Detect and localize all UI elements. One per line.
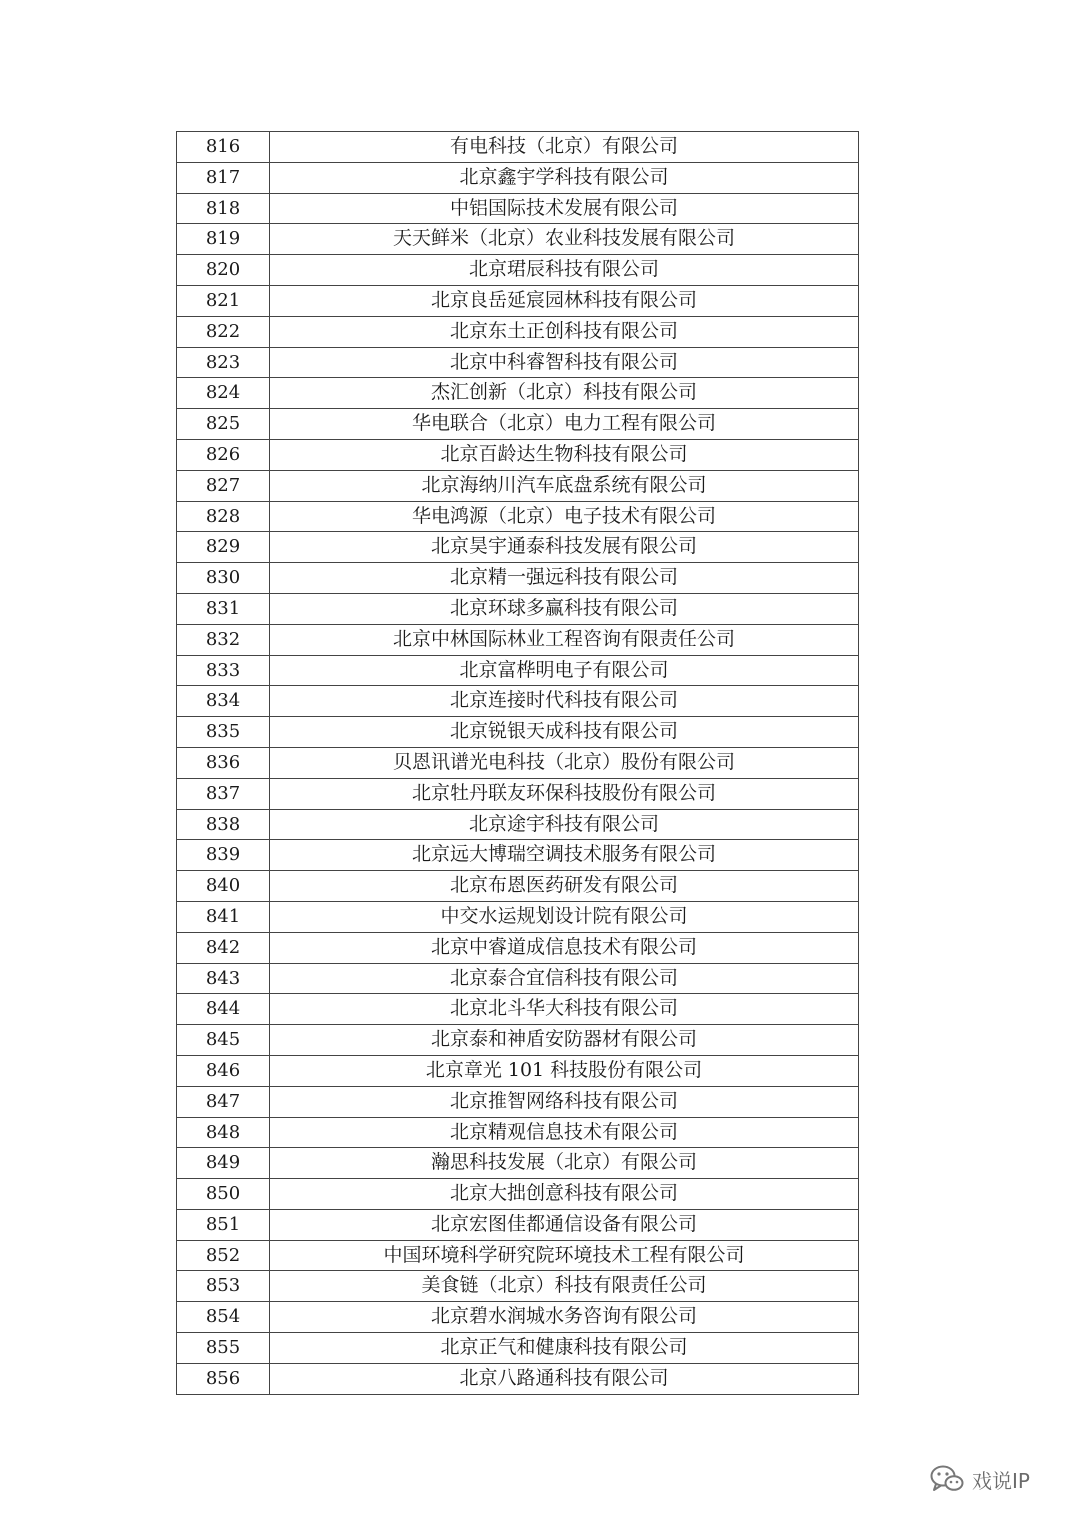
- company-name: 北京东土正创科技有限公司: [270, 316, 859, 347]
- company-name: 北京百龄达生物科技有限公司: [270, 439, 859, 470]
- company-list-body: [177, 132, 859, 1395]
- table-row: [177, 686, 859, 717]
- table-row: [177, 162, 859, 193]
- table-row: [177, 1055, 859, 1086]
- company-name: 北京泰合宜信科技有限公司: [270, 963, 859, 994]
- row-number: 826: [177, 439, 270, 470]
- company-name: 北京海纳川汽车底盘系统有限公司: [270, 470, 859, 501]
- company-name: 北京布恩医药研发有限公司: [270, 871, 859, 902]
- company-name: 北京远大博瑞空调技术服务有限公司: [270, 840, 859, 871]
- company-name: 北京推智网络科技有限公司: [270, 1086, 859, 1117]
- table-row: [177, 470, 859, 501]
- row-number: 829: [177, 532, 270, 563]
- table-row: [177, 132, 859, 163]
- company-name: 北京鑫宇学科技有限公司: [270, 162, 859, 193]
- table-row: [177, 347, 859, 378]
- table-row: [177, 224, 859, 255]
- company-name: 瀚思科技发展（北京）有限公司: [270, 1148, 859, 1179]
- company-name: 中国环境科学研究院环境技术工程有限公司: [270, 1240, 859, 1271]
- table-row: [177, 1240, 859, 1271]
- row-number: 841: [177, 901, 270, 932]
- row-number: 834: [177, 686, 270, 717]
- company-name: 北京泰和神盾安防器材有限公司: [270, 1025, 859, 1056]
- row-number: 848: [177, 1117, 270, 1148]
- company-name: 北京精一强远科技有限公司: [270, 563, 859, 594]
- company-name: 北京大拙创意科技有限公司: [270, 1179, 859, 1210]
- table-row: [177, 409, 859, 440]
- row-number: 827: [177, 470, 270, 501]
- company-name: 中交水运规划设计院有限公司: [270, 901, 859, 932]
- table-row: [177, 1025, 859, 1056]
- company-list-table: [176, 131, 859, 1395]
- row-number: 853: [177, 1271, 270, 1302]
- row-number: 839: [177, 840, 270, 871]
- company-name: 北京宏图佳都通信设备有限公司: [270, 1209, 859, 1240]
- table-row: [177, 439, 859, 470]
- table-row: [177, 1179, 859, 1210]
- row-number: 816: [177, 132, 270, 163]
- row-number: 821: [177, 285, 270, 316]
- row-number: 856: [177, 1363, 270, 1394]
- row-number: 823: [177, 347, 270, 378]
- row-number: 824: [177, 378, 270, 409]
- row-number: 836: [177, 747, 270, 778]
- row-number: 844: [177, 994, 270, 1025]
- company-name: 有电科技（北京）有限公司: [270, 132, 859, 163]
- table-row: [177, 1148, 859, 1179]
- row-number: 833: [177, 655, 270, 686]
- table-row: [177, 316, 859, 347]
- company-name: 北京中林国际林业工程咨询有限责任公司: [270, 624, 859, 655]
- table-row: [177, 1363, 859, 1394]
- table-row: [177, 655, 859, 686]
- wechat-icon: [930, 1465, 964, 1493]
- company-name: 北京富桦明电子有限公司: [270, 655, 859, 686]
- row-number: 851: [177, 1209, 270, 1240]
- company-name: 北京良岳延宸园林科技有限公司: [270, 285, 859, 316]
- table-row: [177, 1209, 859, 1240]
- company-name: 北京章光 101 科技股份有限公司: [270, 1055, 859, 1086]
- company-name: 华电鸿源（北京）电子技术有限公司: [270, 501, 859, 532]
- table-row: [177, 871, 859, 902]
- company-name: 北京中睿道成信息技术有限公司: [270, 932, 859, 963]
- company-name: 北京连接时代科技有限公司: [270, 686, 859, 717]
- company-name: 北京北斗华大科技有限公司: [270, 994, 859, 1025]
- row-number: 820: [177, 255, 270, 286]
- company-name: 北京途宇科技有限公司: [270, 809, 859, 840]
- row-number: 840: [177, 871, 270, 902]
- company-name: 北京八路通科技有限公司: [270, 1363, 859, 1394]
- row-number: 854: [177, 1302, 270, 1333]
- row-number: 817: [177, 162, 270, 193]
- table-row: [177, 1271, 859, 1302]
- row-number: 846: [177, 1055, 270, 1086]
- row-number: 819: [177, 224, 270, 255]
- row-number: 830: [177, 563, 270, 594]
- table-row: [177, 901, 859, 932]
- company-name: 北京中科睿智科技有限公司: [270, 347, 859, 378]
- row-number: 843: [177, 963, 270, 994]
- table-row: [177, 1117, 859, 1148]
- table-row: [177, 1302, 859, 1333]
- wechat-watermark: [930, 1461, 1030, 1497]
- company-name: 北京牡丹联友环保科技股份有限公司: [270, 778, 859, 809]
- table-row: [177, 501, 859, 532]
- row-number: 837: [177, 778, 270, 809]
- table-row: [177, 932, 859, 963]
- table-row: [177, 285, 859, 316]
- row-number: 831: [177, 593, 270, 624]
- table-row: [177, 624, 859, 655]
- row-number: 849: [177, 1148, 270, 1179]
- company-name: 北京正气和健康科技有限公司: [270, 1333, 859, 1364]
- table-row: [177, 778, 859, 809]
- table-row: [177, 840, 859, 871]
- company-name: 北京珺辰科技有限公司: [270, 255, 859, 286]
- company-name: 美食链（北京）科技有限责任公司: [270, 1271, 859, 1302]
- row-number: 825: [177, 409, 270, 440]
- row-number: 835: [177, 717, 270, 748]
- company-name: 杰汇创新（北京）科技有限公司: [270, 378, 859, 409]
- table-row: [177, 378, 859, 409]
- table-row: [177, 193, 859, 224]
- table-row: [177, 994, 859, 1025]
- row-number: 855: [177, 1333, 270, 1364]
- table-row: [177, 963, 859, 994]
- company-name: 华电联合（北京）电力工程有限公司: [270, 409, 859, 440]
- company-name: 北京锐银天成科技有限公司: [270, 717, 859, 748]
- row-number: 832: [177, 624, 270, 655]
- table-row: [177, 532, 859, 563]
- row-number: 822: [177, 316, 270, 347]
- company-name: 中铝国际技术发展有限公司: [270, 193, 859, 224]
- company-name: 贝恩讯谱光电科技（北京）股份有限公司: [270, 747, 859, 778]
- company-name: 北京环球多赢科技有限公司: [270, 593, 859, 624]
- row-number: 838: [177, 809, 270, 840]
- table-row: [177, 1086, 859, 1117]
- table-row: [177, 593, 859, 624]
- row-number: 850: [177, 1179, 270, 1210]
- table-row: [177, 1333, 859, 1364]
- company-name: 北京精观信息技术有限公司: [270, 1117, 859, 1148]
- table-row: [177, 747, 859, 778]
- row-number: 845: [177, 1025, 270, 1056]
- company-name: 北京昊宇通泰科技发展有限公司: [270, 532, 859, 563]
- row-number: 818: [177, 193, 270, 224]
- table-row: [177, 717, 859, 748]
- watermark-text: 戏说IP: [972, 1468, 1030, 1493]
- row-number: 828: [177, 501, 270, 532]
- row-number: 847: [177, 1086, 270, 1117]
- company-name: 天天鲜米（北京）农业科技发展有限公司: [270, 224, 859, 255]
- row-number: 852: [177, 1240, 270, 1271]
- row-number: 842: [177, 932, 270, 963]
- company-name: 北京碧水润城水务咨询有限公司: [270, 1302, 859, 1333]
- table-row: [177, 809, 859, 840]
- table-row: [177, 563, 859, 594]
- table-row: [177, 255, 859, 286]
